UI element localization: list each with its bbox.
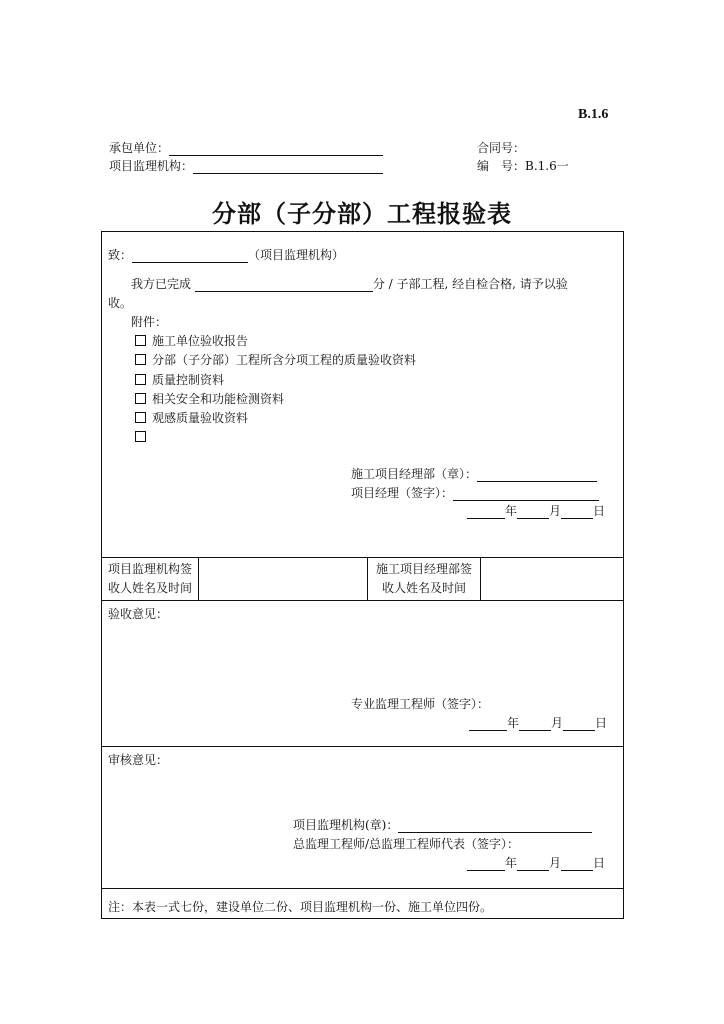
form-code: B.1.6	[578, 107, 609, 122]
engineer-row	[351, 696, 489, 712]
dept-label: 施工项目经理部（章）：	[351, 467, 478, 481]
page-title: 分部（子分部）工程报验表	[212, 200, 512, 228]
year-field[interactable]	[467, 858, 505, 871]
contractor-receipt-label: 施工项目经理部签 收人姓名及时间	[375, 562, 472, 595]
day-field[interactable]	[561, 858, 593, 871]
supervisor-org-row	[109, 157, 383, 174]
attachment-item[interactable]	[135, 372, 224, 388]
divider	[102, 888, 623, 889]
serial-label: 编 号：B.1.6一	[477, 159, 569, 173]
statement-prefix: 我方已完成	[131, 277, 192, 291]
checkbox[interactable]	[135, 393, 146, 404]
org-seal-field[interactable]	[398, 820, 592, 833]
to-field[interactable]	[132, 250, 248, 263]
attachment-label: 相关安全和功能检测资料	[152, 392, 285, 406]
org-row	[293, 817, 592, 833]
org-label: 项目监理机构(章)：	[293, 818, 399, 832]
supervisor-org-label: 项目监理机构：	[109, 159, 194, 173]
acceptance-opinion-label: 验收意见：	[108, 607, 169, 621]
contractor-row	[109, 139, 383, 156]
dept-seal-field[interactable]	[477, 469, 597, 482]
checkbox[interactable]	[135, 335, 146, 346]
day-label: 日	[593, 504, 606, 518]
day-field[interactable]	[563, 718, 595, 731]
year-field[interactable]	[469, 718, 507, 731]
day-label: 日	[593, 856, 606, 870]
attachment-item[interactable]	[135, 429, 152, 445]
to-row	[108, 247, 344, 263]
divider	[102, 600, 623, 601]
statement-cont: 收。	[108, 296, 133, 310]
pm-sign-field[interactable]	[453, 488, 599, 501]
supervisor-receipt-label: 项目监理机构签 收人姓名及时间	[107, 562, 192, 595]
month-field[interactable]	[519, 718, 551, 731]
contractor-field[interactable]	[169, 143, 383, 156]
attachment-item[interactable]	[135, 333, 248, 349]
checkbox[interactable]	[135, 412, 146, 423]
day-field[interactable]	[561, 506, 593, 519]
date-row	[469, 715, 607, 731]
pm-label: 项目经理（签字）：	[351, 486, 454, 500]
year-label: 年	[505, 504, 518, 518]
month-label: 月	[549, 856, 562, 870]
date-row	[467, 503, 605, 519]
review-opinion-label: 审核意见：	[108, 753, 169, 767]
attachment-item[interactable]	[135, 391, 284, 407]
attachment-item[interactable]	[135, 352, 416, 368]
divider	[102, 746, 623, 747]
pm-row	[351, 485, 599, 501]
date-row	[467, 855, 605, 871]
statement-row	[131, 276, 568, 292]
year-field[interactable]	[467, 506, 505, 519]
contract-no-label: 合同号：	[477, 141, 526, 155]
checkbox[interactable]	[135, 431, 146, 442]
attachments-label: 附件：	[131, 315, 168, 329]
contractor-label: 承包单位：	[109, 141, 170, 155]
attachment-label: 分部（子分部）工程所含分项工程的质量验收资料	[152, 353, 417, 367]
day-label: 日	[595, 716, 608, 730]
report-table	[101, 231, 624, 919]
attachment-label: 质量控制资料	[152, 373, 225, 387]
engineer-label: 专业监理工程师（签字）：	[351, 697, 490, 711]
attachment-item[interactable]	[135, 410, 248, 426]
supervisor-receipt-field[interactable]	[199, 558, 367, 600]
dept-row	[351, 466, 597, 482]
checkbox[interactable]	[135, 354, 146, 365]
to-suffix: （项目监理机构）	[248, 248, 345, 262]
year-label: 年	[505, 856, 518, 870]
month-label: 月	[551, 716, 564, 730]
month-field[interactable]	[517, 858, 549, 871]
chief-label: 总监理工程师/总监理工程师代表（签字）：	[293, 837, 520, 851]
checkbox[interactable]	[135, 374, 146, 385]
work-name-field[interactable]	[195, 279, 373, 292]
attachment-label: 施工单位验收报告	[152, 334, 249, 348]
supervisor-org-field[interactable]	[193, 161, 383, 174]
footnote: 注：本表一式七份，建设单位二份、项目监理机构一份、施工单位四份。	[108, 900, 493, 914]
statement-suffix: 分 / 子部工程, 经自检合格, 请予以验	[372, 277, 568, 291]
year-label: 年	[507, 716, 520, 730]
month-label: 月	[549, 504, 562, 518]
month-field[interactable]	[517, 506, 549, 519]
to-label: 致：	[108, 248, 133, 262]
chief-row	[293, 836, 519, 852]
attachment-label: 观感质量验收资料	[152, 411, 249, 425]
contractor-receipt-field[interactable]	[481, 558, 623, 600]
